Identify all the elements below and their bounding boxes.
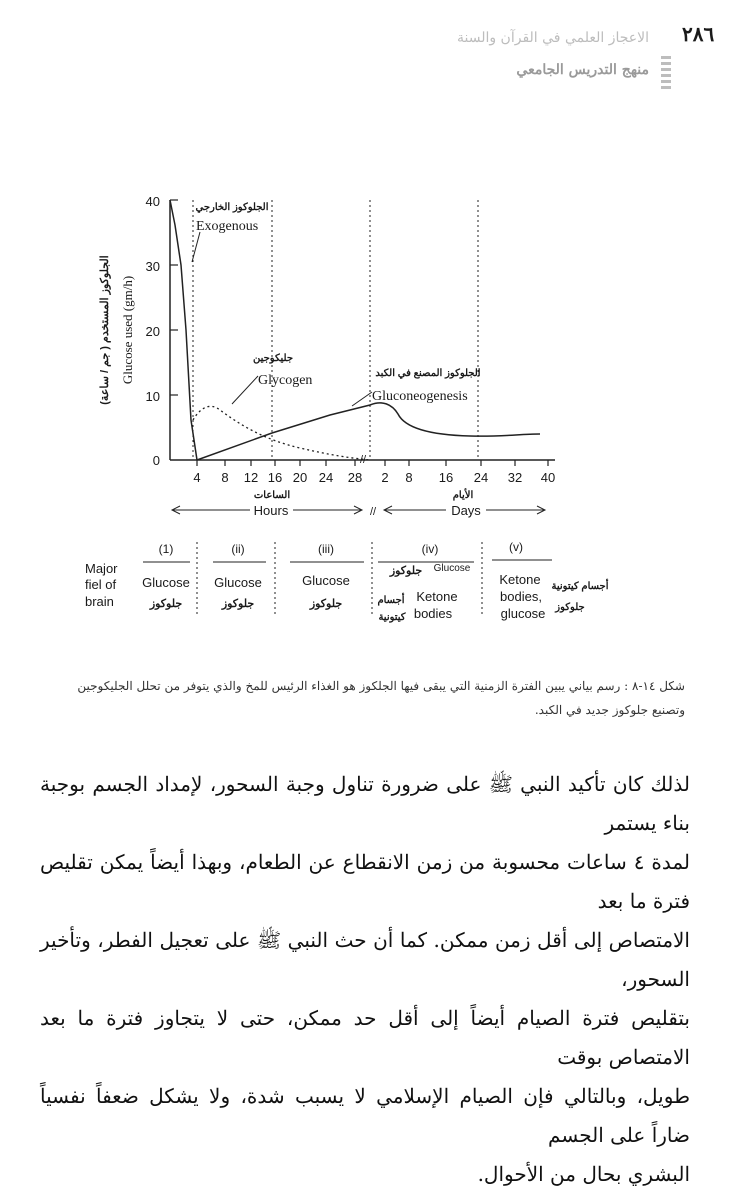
- major-fuel-label: brain: [85, 594, 114, 609]
- x-tick-label: 12: [243, 470, 259, 485]
- phase-id: (iii): [318, 542, 334, 556]
- x-ticks: [197, 460, 548, 466]
- days-label: Days: [451, 503, 481, 518]
- phase-fuel-ar: جلوكوز: [389, 565, 423, 577]
- phase-fuel-ar: جلوكوز: [555, 602, 585, 613]
- x-tick-label: 28: [347, 470, 363, 485]
- figure-caption-continued: وتصنيع جلوكوز جديد في الكبد.: [534, 703, 685, 717]
- phase-fuel-ar: أجسام: [377, 595, 405, 606]
- gluconeogenesis-pointer: [352, 392, 372, 406]
- y-axis-label-ar: (الجلوكوز المستخدم ( جم / ساعة: [99, 255, 111, 405]
- major-fuel-label: Major: [85, 561, 118, 576]
- phase-underlines: [143, 560, 552, 562]
- x-tick-label: 8: [405, 470, 413, 485]
- phase-fuel: Glucose: [142, 575, 190, 590]
- phase-fuel: Ketone: [499, 572, 541, 587]
- phase-fuel: bodies: [413, 606, 453, 621]
- phase-dividers: [193, 200, 481, 460]
- exogenous-label: Exogenous: [196, 219, 259, 234]
- gluconeogenesis-curve: [197, 403, 540, 460]
- glycogen-pointer: [232, 376, 258, 404]
- figure-caption: شكل ١٤-٨ : رسم بياني يبين الفترة الزمنية التي يبقى فيها الجلكوز هو الغذاء الرئيس للمخ والذي يتوفر من تحلل الجليكوجين: [77, 679, 685, 693]
- phase-fuel: Glucose: [214, 575, 262, 590]
- y-tick-label: 0: [152, 453, 160, 468]
- y-tick-label: 20: [145, 324, 160, 339]
- phase-fuel-ar: جلوكوز: [149, 598, 183, 610]
- phase-fuel: bodies,: [500, 589, 542, 604]
- x-tick-label: 16: [438, 470, 454, 485]
- x-tick-label: 32: [507, 470, 523, 485]
- gluconeogenesis-label: Gluconeogenesis: [372, 389, 468, 404]
- phase-fuel-ar: جلوكوز: [221, 598, 255, 610]
- body-line: لذلك كان تأكيد النبي ﷺ على ضرورة تناول وجبة السحور، لإمداد الجسم بوجبة بناء يستمر: [40, 772, 690, 835]
- hours-label: Hours: [253, 503, 289, 518]
- y-tick-label: 10: [145, 389, 160, 404]
- body-line: البشري بحال من الأحوال.: [477, 1162, 690, 1186]
- hours-label-ar: الساعات: [253, 490, 291, 501]
- x-tick-label: 20: [292, 470, 308, 485]
- body-line: الامتصاص إلى أقل زمن ممكن. كما أن حث النبي ﷺ على تعجيل الفطر، وتأخير السحور،: [40, 928, 690, 991]
- glycogen-label: Glycogen: [258, 373, 313, 388]
- x-tick-label: 16: [267, 470, 283, 485]
- axis-break-mark: //: [359, 454, 367, 466]
- y-tick-label: 30: [145, 259, 160, 274]
- y-ticks: [170, 200, 178, 395]
- phase-id: (v): [509, 540, 523, 554]
- body-line: بتقليص فترة الصيام أيضاً إلى أقل حد ممكن، حتى لا يتجاوز فترة ما بعد الامتصاص بوقت: [40, 1006, 690, 1069]
- phase-id: (1): [158, 542, 174, 556]
- phase-fuel-ar: أجسام كيتونية: [551, 581, 609, 592]
- x-tick-label: 24: [318, 470, 334, 485]
- days-label-ar: الأيام: [452, 490, 474, 501]
- phase-id: (iv): [421, 542, 439, 556]
- phase-fuel: glucose: [500, 606, 546, 621]
- major-fuel-label: fiel of: [85, 577, 117, 592]
- phase-fuel: Ketone: [416, 589, 458, 604]
- x-tick-label: 4: [193, 470, 201, 485]
- body-paragraph: [40, 765, 690, 1194]
- arrow-break-mark: //: [369, 506, 377, 518]
- phase-fuel: Glucose: [433, 563, 471, 574]
- phase-fuel: Glucose: [302, 573, 350, 588]
- x-tick-label: 40: [540, 470, 556, 485]
- phase-fuel-ar: كيتونية: [378, 612, 406, 623]
- body-line: لمدة ٤ ساعات محسوبة من زمن الانقطاع عن الطعام، وبهذا أيضاً يمكن تقليص فترة ما بعد: [40, 850, 690, 913]
- section-title: منهج التدريس الجامعي: [516, 62, 649, 78]
- x-tick-label: 2: [381, 470, 389, 485]
- body-line: طويل، وبالتالي فإن الصيام الإسلامي لا يسبب شدة، ولا يشكل ضعفاً نفسياً ضاراً على الجسم: [40, 1084, 690, 1147]
- phase-id: (ii): [231, 542, 245, 556]
- y-tick-label: 40: [145, 194, 160, 209]
- phase-fuel-ar: جلوكوز: [309, 598, 343, 610]
- exogenous-label-ar: الجلوكوز الخارجي: [195, 202, 269, 213]
- time-arrows: [172, 506, 545, 514]
- gluconeogenesis-label-ar: الجلوكوز المصنع في الكبد: [375, 368, 481, 379]
- book-title: الاعجاز العلمي في القرآن والسنة: [456, 30, 649, 46]
- x-tick-label: 8: [221, 470, 229, 485]
- glycogen-label-ar: جليكوجين: [252, 353, 294, 364]
- page-number: ٢٨٦: [682, 22, 715, 46]
- y-axis-label: Glucose used (gm/h): [120, 275, 135, 385]
- x-tick-label: 24: [473, 470, 489, 485]
